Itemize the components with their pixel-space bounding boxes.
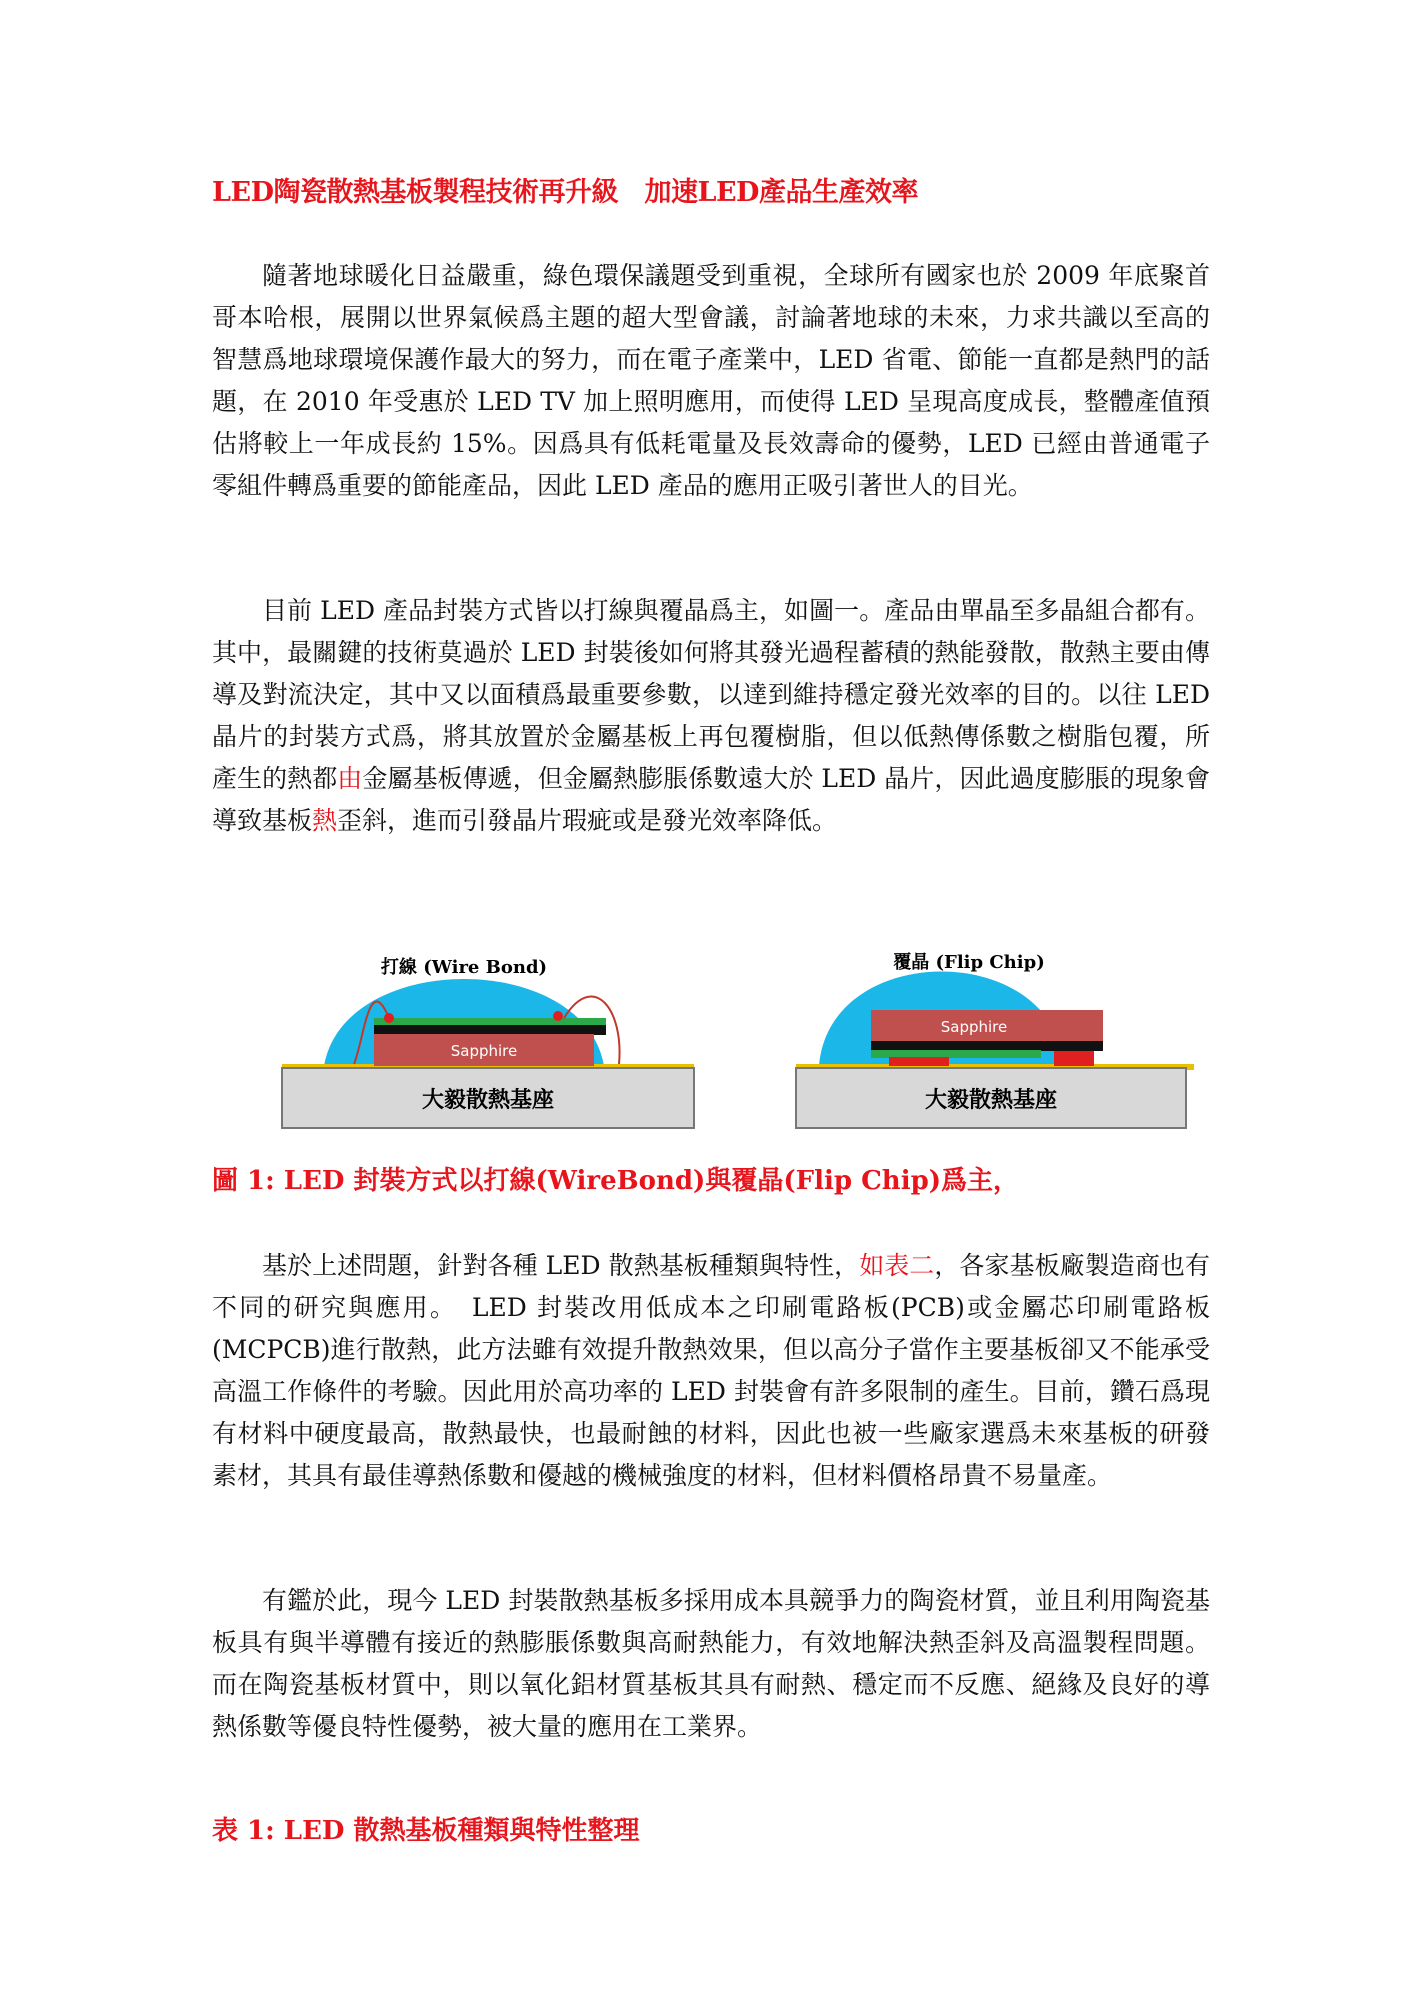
paragraph-intro: 隨著地球暖化日益嚴重，綠色環保議題受到重視，全球所有國家也於 2009 年底聚首哥本哈根，展開以世界氣候爲主題的超大型會議，討論著地球的未來，力求共識以至高的智慧爲地球環境保護作最大的努力，而在電子產業中，LED 省電、節能一直都是熱門的話題，在 2010 年受惠於 LED TV 加上照明應用，而使得 LED 呈現高度成長，整體產值預估將較上一年成長約 15%。因爲具有低耗電量及長效壽命的優勢，LED 已經由普通電子零組件轉爲重要的節能產品，因此 LED 產品的應用正吸引著世人的目光。 xyxy=(212,261,1210,500)
active-layer xyxy=(374,1025,606,1035)
base-label: 大毅散熱基座 xyxy=(924,1087,1058,1113)
flip-chip-label: 覆晶 (Flip Chip) xyxy=(893,952,1045,973)
bond-point xyxy=(384,1013,394,1023)
paragraph-ceramic: 有鑑於此，現今 LED 封裝散熱基板多採用成本具競爭力的陶瓷材質，並且利用陶瓷基板具有與半導體有接近的熱膨脹係數與高耐熱能力，有效地解決熱歪斜及高溫製程問題。而在陶瓷基板材質中，則以氧化鋁材質基板其具有耐熱、穩定而不反應、絕緣及良好的導熱係數等優良特性優勢，被大量的應用在工業界。 xyxy=(212,1586,1210,1741)
figure-caption: 圖 1: LED 封裝方式以打線(WireBond)與覆晶(Flip Chip)爲主， xyxy=(212,1166,1020,1196)
wire-bond-label: 打線 (Wire Bond) xyxy=(380,957,548,978)
packaging-diagram xyxy=(274,930,1194,1140)
base-label: 大毅散熱基座 xyxy=(421,1087,555,1113)
sapphire-label: Sapphire xyxy=(450,1042,518,1060)
active-layer xyxy=(871,1041,1103,1051)
article-title: LED陶瓷散熱基板製程技術再升級 加速LED產品生產效率 xyxy=(212,177,918,208)
bond-point xyxy=(553,1011,563,1021)
sapphire-label: Sapphire xyxy=(940,1018,1008,1036)
electrode-layer xyxy=(374,1018,606,1026)
bump-pad xyxy=(1054,1051,1094,1066)
table-caption: 表 1: LED 散熱基板種類與特性整理 xyxy=(212,1816,640,1846)
bump-pad xyxy=(889,1057,949,1066)
wire-bond-diagram xyxy=(282,956,694,1128)
paragraph-substrates: 基於上述問題，針對各種 LED 散熱基板種類與特性，如表二，各家基板廠製造商也有不同的研究與應用。 LED 封裝改用低成本之印刷電路板(PCB)或金屬芯印刷電路板(MCPCB)進行散熱，此方法雖有效提升散熱效果，但以高分子當作主要基板卻又不能承受高溫工作條件的考驗。因此用於高功率的 LED 封裝會有許多限制的產生。目前，鑽石爲現有材料中硬度最高，散熱最快，也最耐蝕的材料，因此也被一些廠家選爲未來基板的研發素材，其具有最佳導熱係數和優越的機械強度的材料，但材料價格昂貴不易量產。 xyxy=(212,1251,1210,1490)
paragraph-packaging: 目前 LED 產品封裝方式皆以打線與覆晶爲主，如圖一。產品由單晶至多晶組合都有。其中，最關鍵的技術莫過於 LED 封裝後如何將其發光過程蓄積的熱能發散，散熱主要由傳導及對流決定，其中又以面積爲最重要參數，以達到維持穩定發光效率的目的。以往 LED 晶片的封裝方式爲，將其放置於金屬基板上再包覆樹脂，但以低熱傳係數之樹脂包覆，所產生的熱都由金屬基板傳遞，但金屬熱膨脹係數遠大於 LED 晶片，因此過度膨脹的現象會導致基板熱歪斜，進而引發晶片瑕疵或是發光效率降低。 xyxy=(212,596,1210,835)
electrode-layer xyxy=(871,1050,1041,1058)
flip-chip-diagram xyxy=(796,951,1194,1128)
